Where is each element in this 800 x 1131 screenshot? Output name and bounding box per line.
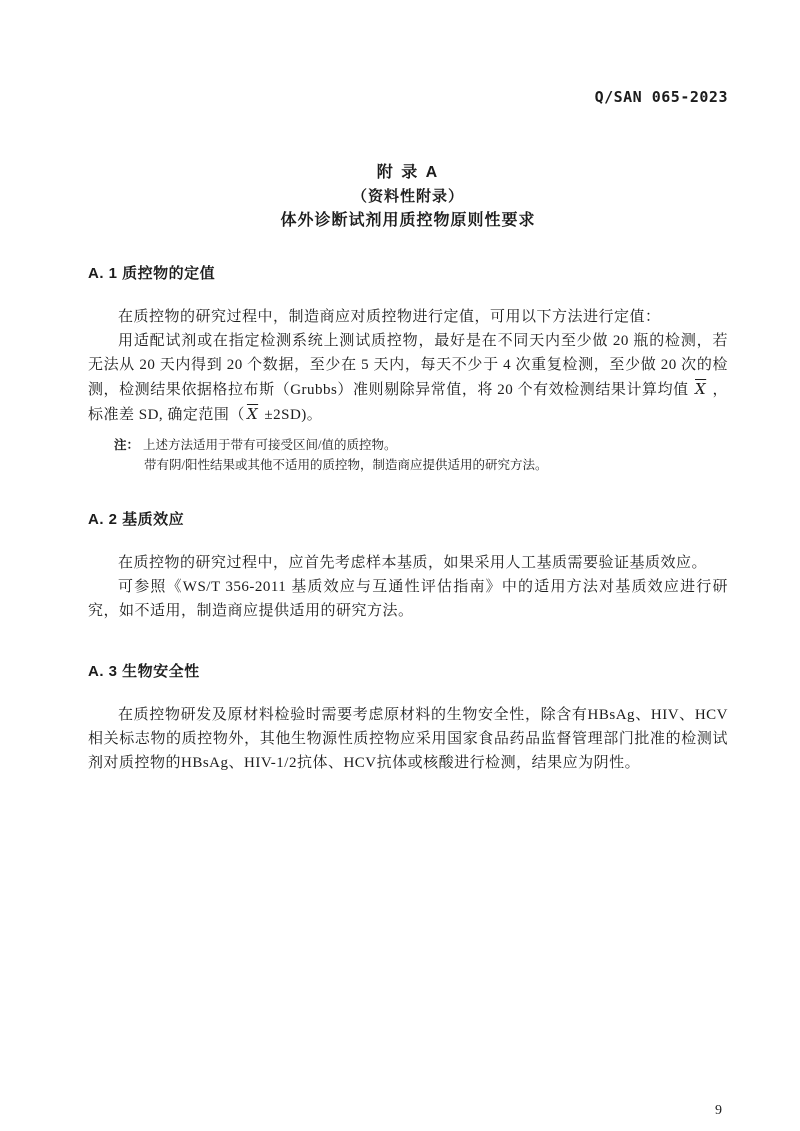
xbar-mean-symbol: $\overline{X}$ bbox=[246, 405, 259, 423]
note-line-1 bbox=[114, 435, 728, 455]
page-number: 9 bbox=[715, 1103, 722, 1118]
appendix-title-block bbox=[88, 160, 728, 233]
section-heading-a3: A. 3 生物安全性 bbox=[88, 663, 200, 680]
standard-number-header: Q/SAN 065-2023 bbox=[594, 88, 728, 106]
section-heading-a1: A. 1 质控物的定值 bbox=[88, 265, 216, 282]
a1-paragraph-2 bbox=[88, 329, 728, 427]
a1-paragraph-2-text: ±2SD)。 bbox=[260, 407, 323, 423]
note-line-1-text: 上述方法适用于带有可接受区间/值的质控物。 bbox=[143, 438, 397, 452]
appendix-label: 附 录 A bbox=[376, 164, 440, 181]
appendix-subject-title: 体外诊断试剂用质控物原则性要求 bbox=[280, 212, 536, 229]
a2-paragraph-1: 在质控物的研究过程中，应首先考虑样本基质，如果采用人工基质需要验证基质效应。 bbox=[118, 555, 708, 571]
a1-note-block bbox=[88, 435, 728, 475]
a1-paragraph-2-text: 用适配试剂或在指定检测系统上测试质控物，最好是在不同天内至少做 20 瓶的检测，若无法从 20 天内得到 20 个数据，至少在 5 天内，每天不少于 4 次重复检测，至少做 20 次的检测，检测结果依据格拉布斯（Grubbs）准则剔除异常值，将 20 个有效检测结果计算均值 bbox=[88, 333, 728, 398]
note-line-2: 带有阴/阳性结果或其他不适用的质控物，制造商应提供适用的研究方法。 bbox=[144, 458, 548, 472]
a3-paragraph-1: 在质控物研发及原材料检验时需要考虑原材料的生物安全性，除含有HBsAg、HIV、HCV相关标志物的质控物外，其他生物源性质控物应采用国家食品药品监督管理部门批准的检测试剂对质控物的HBsAg、HIV-1/2抗体、HCV抗体或核酸进行检测，结果应为阴性。 bbox=[88, 707, 728, 771]
a1-paragraph-2-text: ，标准差 SD, 确定范围（ bbox=[88, 382, 728, 423]
a2-paragraph-2: 可参照《WS/T 356-2011 基质效应与互通性评估指南》中的适用方法对基质效应进行研究，如不适用，制造商应提供适用的研究方法。 bbox=[88, 579, 728, 619]
a1-paragraph-1: 在质控物的研究过程中，制造商应对质控物进行定值，可用以下方法进行定值： bbox=[118, 309, 661, 325]
xbar-mean-symbol: $\overline{X}$ bbox=[695, 380, 707, 398]
note-label: 注： bbox=[114, 438, 140, 452]
section-heading-a2: A. 2 基质效应 bbox=[88, 511, 185, 528]
appendix-type: （资料性附录） bbox=[351, 188, 464, 205]
